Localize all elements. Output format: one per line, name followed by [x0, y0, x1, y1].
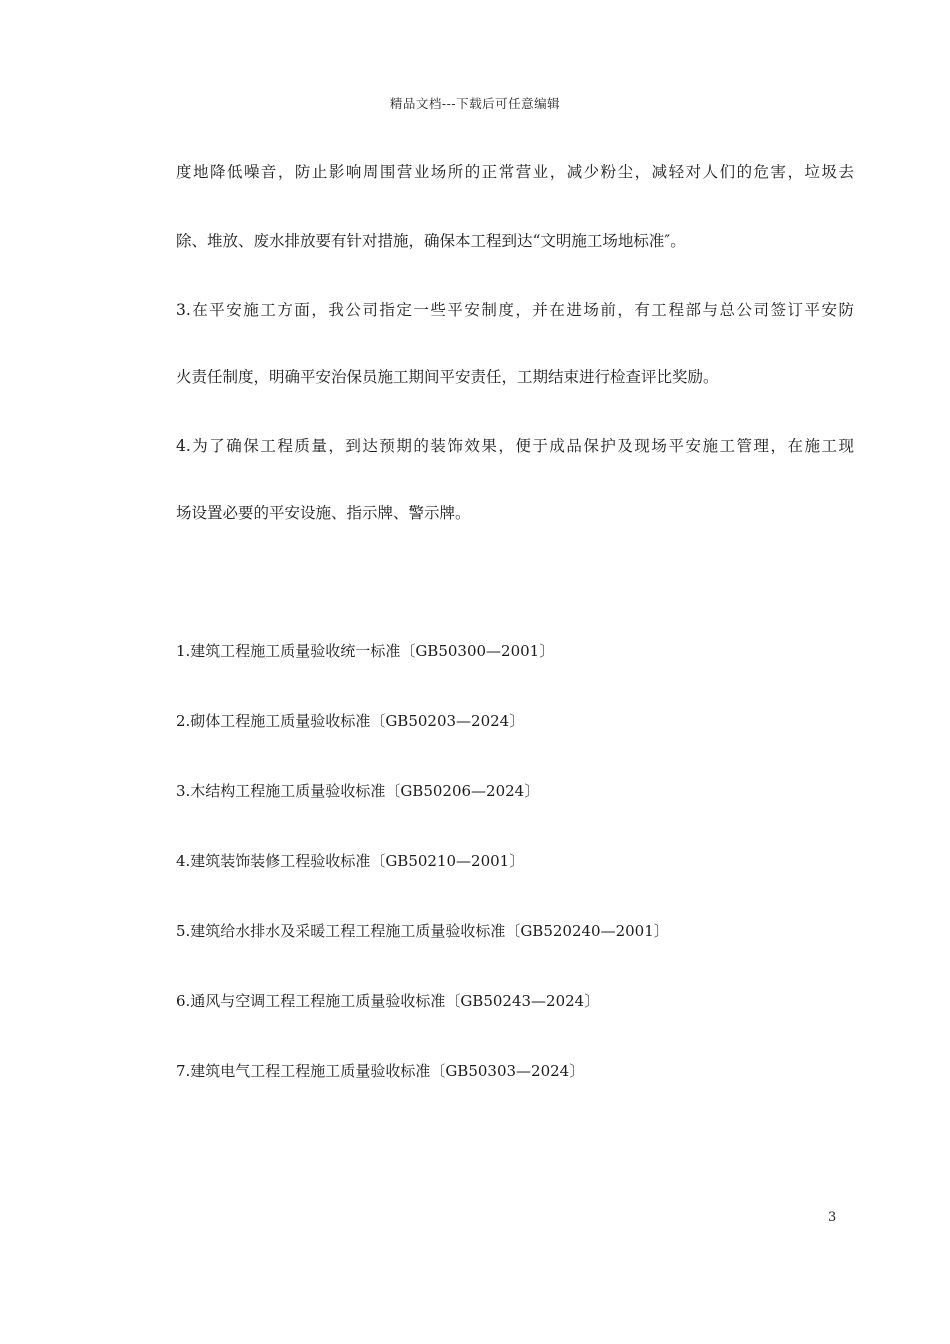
paragraph-1-line-1: 度地降低噪音，防止影响周围营业场所的正常营业，减少粉尘，减轻对人们的危害，垃圾去: [176, 163, 854, 181]
paragraph-1-line-2: 除、堆放、废水排放要有针对措施，确保本工程到达“文明施工场地标准″。: [176, 232, 686, 250]
paragraph-2-line-2: 火责任制度，明确平安治保员施工期间平安责任，工期结束进行检查评比奖励。: [176, 368, 719, 386]
page-number: 3: [828, 1210, 837, 1225]
standard-item: 5.建筑给水排水及采暖工程工程施工质量验收标准〔GB520240—2001〕: [176, 922, 669, 940]
standard-item: 3.木结构工程施工质量验收标准〔GB50206—2024〕: [176, 782, 540, 800]
page-header: 精品文档---下载后可任意编辑: [389, 96, 561, 111]
paragraph-3-line-1: 4.为了确保工程质量，到达预期的装饰效果，便于成品保护及现场平安施工管理，在施工现: [176, 437, 854, 455]
paragraph-3-line-2: 场设置必要的平安设施、指示牌、警示牌。: [176, 504, 471, 522]
paragraph-2-line-1: 3.在平安施工方面，我公司指定一些平安制度，并在进场前，有工程部与总公司签订平安防: [176, 301, 854, 319]
standard-item: 6.通风与空调工程工程施工质量验收标准〔GB50243—2024〕: [176, 992, 600, 1010]
standard-item: 1.建筑工程施工质量验收统一标准〔GB50300—2001〕: [176, 642, 555, 660]
standard-item: 2.砌体工程施工质量验收标准〔GB50203—2024〕: [176, 712, 525, 730]
standard-item: 4.建筑装饰装修工程验收标准〔GB50210—2001〕: [176, 852, 525, 870]
standard-item: 7.建筑电气工程工程施工质量验收标准〔GB50303—2024〕: [176, 1062, 585, 1080]
